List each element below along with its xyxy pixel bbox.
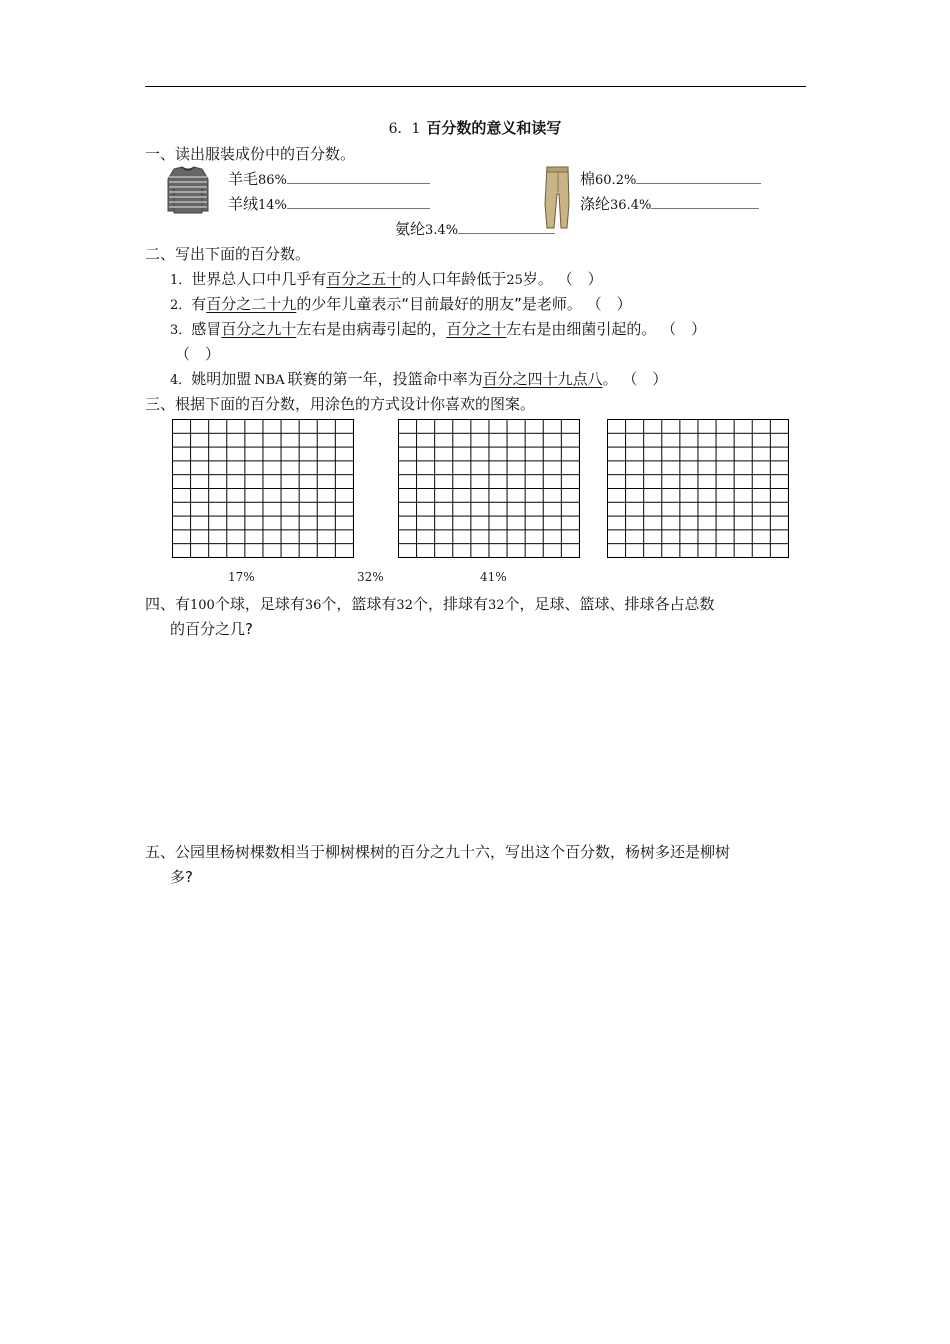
answer-line[interactable] bbox=[458, 220, 555, 234]
answer-line[interactable] bbox=[287, 195, 430, 209]
answer-line[interactable] bbox=[651, 195, 759, 209]
question-2: 2．有百分之二十九的少年儿童表示“目前最好的朋友”是老师。 （ ） bbox=[170, 295, 632, 313]
item-cashmere: 羊绒14% bbox=[228, 193, 430, 214]
item-wool: 羊毛86% bbox=[228, 168, 430, 189]
item-cotton: 棉60.2% bbox=[580, 168, 761, 189]
hundred-grid-1[interactable] bbox=[172, 419, 354, 558]
hundred-grid-3[interactable] bbox=[607, 419, 789, 558]
section2-heading: 二、写出下面的百分数。 bbox=[145, 245, 311, 263]
page-title bbox=[0, 117, 950, 138]
question-1: 1．世界总人口中几乎有百分之五十的人口年龄低于25岁。 （ ） bbox=[170, 270, 603, 288]
header-rule bbox=[145, 86, 806, 87]
section5-question: 五、公园里杨树棵数相当于柳树棵树的百分之九十六，写出这个百分数，杨树多还是柳树 bbox=[145, 843, 731, 861]
title-number: 6．1 bbox=[388, 121, 421, 137]
answer-line[interactable] bbox=[287, 170, 430, 184]
section5-question-line2: 多? bbox=[170, 868, 193, 886]
item-spandex: 氨纶3.4% bbox=[395, 218, 555, 239]
sweater-image bbox=[166, 165, 210, 215]
question-3-continuation: （ ） bbox=[175, 345, 221, 363]
percent-label-2: 32% bbox=[357, 570, 384, 584]
hundred-grid-2[interactable] bbox=[398, 419, 580, 558]
title-text: 百分数的意义和读写 bbox=[426, 119, 562, 137]
question-4: 4．姚明加盟 NBA 联赛的第一年，投篮命中率为百分之四十九点八。 （ ） bbox=[170, 370, 668, 388]
item-polyester: 涤纶36.4% bbox=[580, 193, 759, 214]
answer-line[interactable] bbox=[636, 170, 761, 184]
section4-question-line2: 的百分之几? bbox=[170, 620, 253, 638]
section1-heading: 一、读出服装成份中的百分数。 bbox=[145, 145, 356, 163]
question-3: 3．感冒百分之九十左右是由病毒引起的，百分之十左右是由细菌引起的。 （ ） bbox=[170, 320, 707, 338]
percent-label-1: 17% bbox=[228, 570, 255, 584]
section3-heading: 三、根据下面的百分数，用涂色的方式设计你喜欢的图案。 bbox=[145, 395, 536, 413]
section4-question: 四、有100个球，足球有36个，篮球有32个，排球有32个，足球、篮球、排球各占总数 bbox=[145, 595, 715, 613]
percent-label-3: 41% bbox=[480, 570, 507, 584]
